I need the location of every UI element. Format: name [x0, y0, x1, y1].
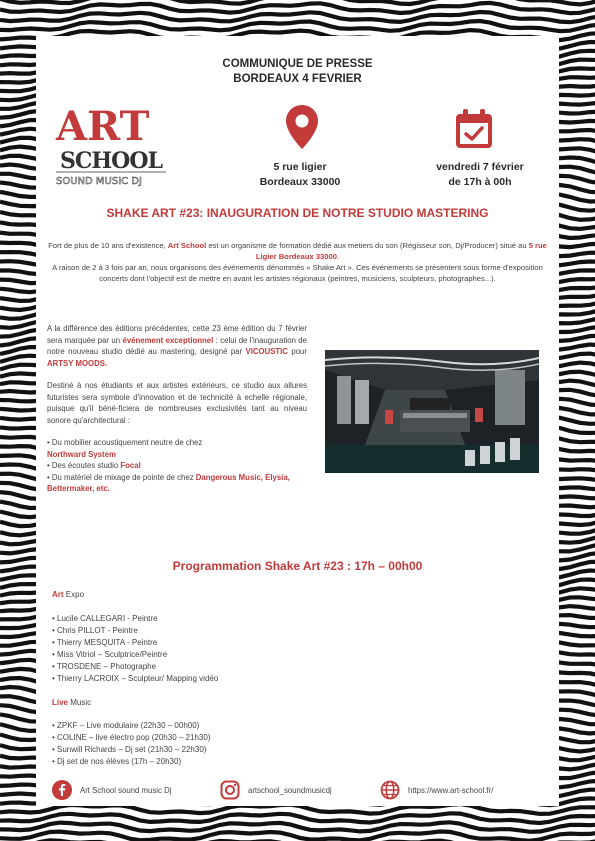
- feature-item-speakers: • Des écoutes studio Focal: [47, 461, 141, 470]
- art-expo-label: Art Expo: [52, 590, 85, 599]
- city-date-heading: BORDEAUX 4 FEVRIER: [233, 73, 362, 85]
- location-pin-icon: [285, 104, 319, 150]
- list-item: • Chris PILLOT - Peintre: [52, 626, 138, 635]
- instagram-link[interactable]: [220, 780, 332, 800]
- body-paragraph-1: A la différence des éditions précédentes, cette 23 ème édition du 7 février sera marquée par un événement exceptionnel : celui de l'inauguration de notre nouveau studio dédié au mastering, designé par VICOUSTIC pour ARTSY MOODS.: [47, 324, 307, 368]
- address-city: Bordeaux 33000: [259, 176, 341, 188]
- page-title: SHAKE ART #23: INAUGURATION DE NOTRE STUDIO MASTERING: [106, 206, 489, 220]
- live-music-list: [52, 720, 210, 768]
- list-item: • Dj set de nos élèves (17h – 20h30): [52, 757, 182, 766]
- list-item: • Miss Vitriol – Sculptrice/Peintre: [52, 650, 168, 659]
- program-title: Programmation Shake Art #23 : 17h – 00h00: [172, 559, 423, 573]
- instagram-icon: [220, 780, 240, 800]
- list-item: • ZPKF – Live modulaire (22h30 – 00h00): [52, 721, 200, 730]
- svg-text:SCHOOL: SCHOOL: [60, 148, 162, 174]
- website-label: https://www.art-school.fr/: [408, 785, 494, 795]
- studio-description: [47, 323, 307, 495]
- intro-paragraph-1: Fort de plus de 10 ans d'existence, Art School est un organisme de formation dédié aux metiers du son (Régisseur son, Dj/Producer) situé au 5 rue Ligier Bordeaux 33000.: [48, 241, 547, 261]
- svg-text:SOUND MUSIC DJ: SOUND MUSIC DJ: [56, 176, 142, 187]
- facebook-link[interactable]: [52, 780, 171, 800]
- feature-item-mixing: • Du matériel de mixage de pointe de chez Dangerous Music, Elysia, Bettermaker, etc.: [47, 472, 290, 493]
- press-release-heading: COMMUNIQUE DE PRESSE: [222, 58, 373, 70]
- facebook-icon: [52, 780, 72, 800]
- address-block: [225, 160, 375, 190]
- list-item: • TROSDENE – Photographe: [52, 662, 157, 671]
- art-expo-list: [52, 613, 218, 685]
- address-street: 5 rue ligier: [273, 161, 327, 173]
- event-hours: de 17h à 00h: [448, 176, 512, 188]
- feature-item-furniture: • Du mobilier acoustiquement neutre de chez Northward System: [47, 438, 203, 459]
- list-item: • Sunwill Richards – Dj set (21h30 – 22h30): [52, 745, 207, 754]
- art-school-logo: [52, 100, 170, 192]
- calendar-check-icon: [454, 108, 494, 150]
- list-item: • Thierry MESQUITA - Peintre: [52, 638, 158, 647]
- instagram-label: artschool_soundmusicdj: [248, 785, 332, 795]
- studio-photo: [325, 350, 539, 473]
- intro-text: [46, 240, 549, 284]
- live-music-label: Live Music: [52, 698, 92, 707]
- globe-icon: [380, 780, 400, 800]
- date-block: [400, 160, 560, 190]
- facebook-label: Art School sound music Dj: [80, 785, 172, 795]
- list-item: • Lucile CALLEGARI - Peintre: [52, 614, 158, 623]
- svg-text:ART: ART: [56, 103, 150, 150]
- list-item: • COLINE – live électro pop (20h30 – 21h30): [52, 733, 211, 742]
- website-link[interactable]: [380, 780, 493, 800]
- body-paragraph-2: Destiné à nos étudiants et aux artistes extérieurs, ce studio aux allures futuristes sera symbole d'innovation et de technicité à echelle régionale, puisque qu'il béné-ficiera de nombreuses exclusivités tant au niveau sonore qu'architectural :: [47, 381, 307, 425]
- list-item: • Thierry LACROIX – Sculpteur/ Mapping vidéo: [52, 674, 219, 683]
- event-date: vendredi 7 février: [436, 161, 524, 173]
- intro-paragraph-2: A raison de 2 à 3 fois par an, nous organisons des événements dénommés « Shake Art ». Ces événements se présentent sous forme d'exposition concerts dont l'objectif est de mettre en avant les artistes régionaux (peintres, musiciens, sculpteurs, photographes...).: [52, 263, 543, 283]
